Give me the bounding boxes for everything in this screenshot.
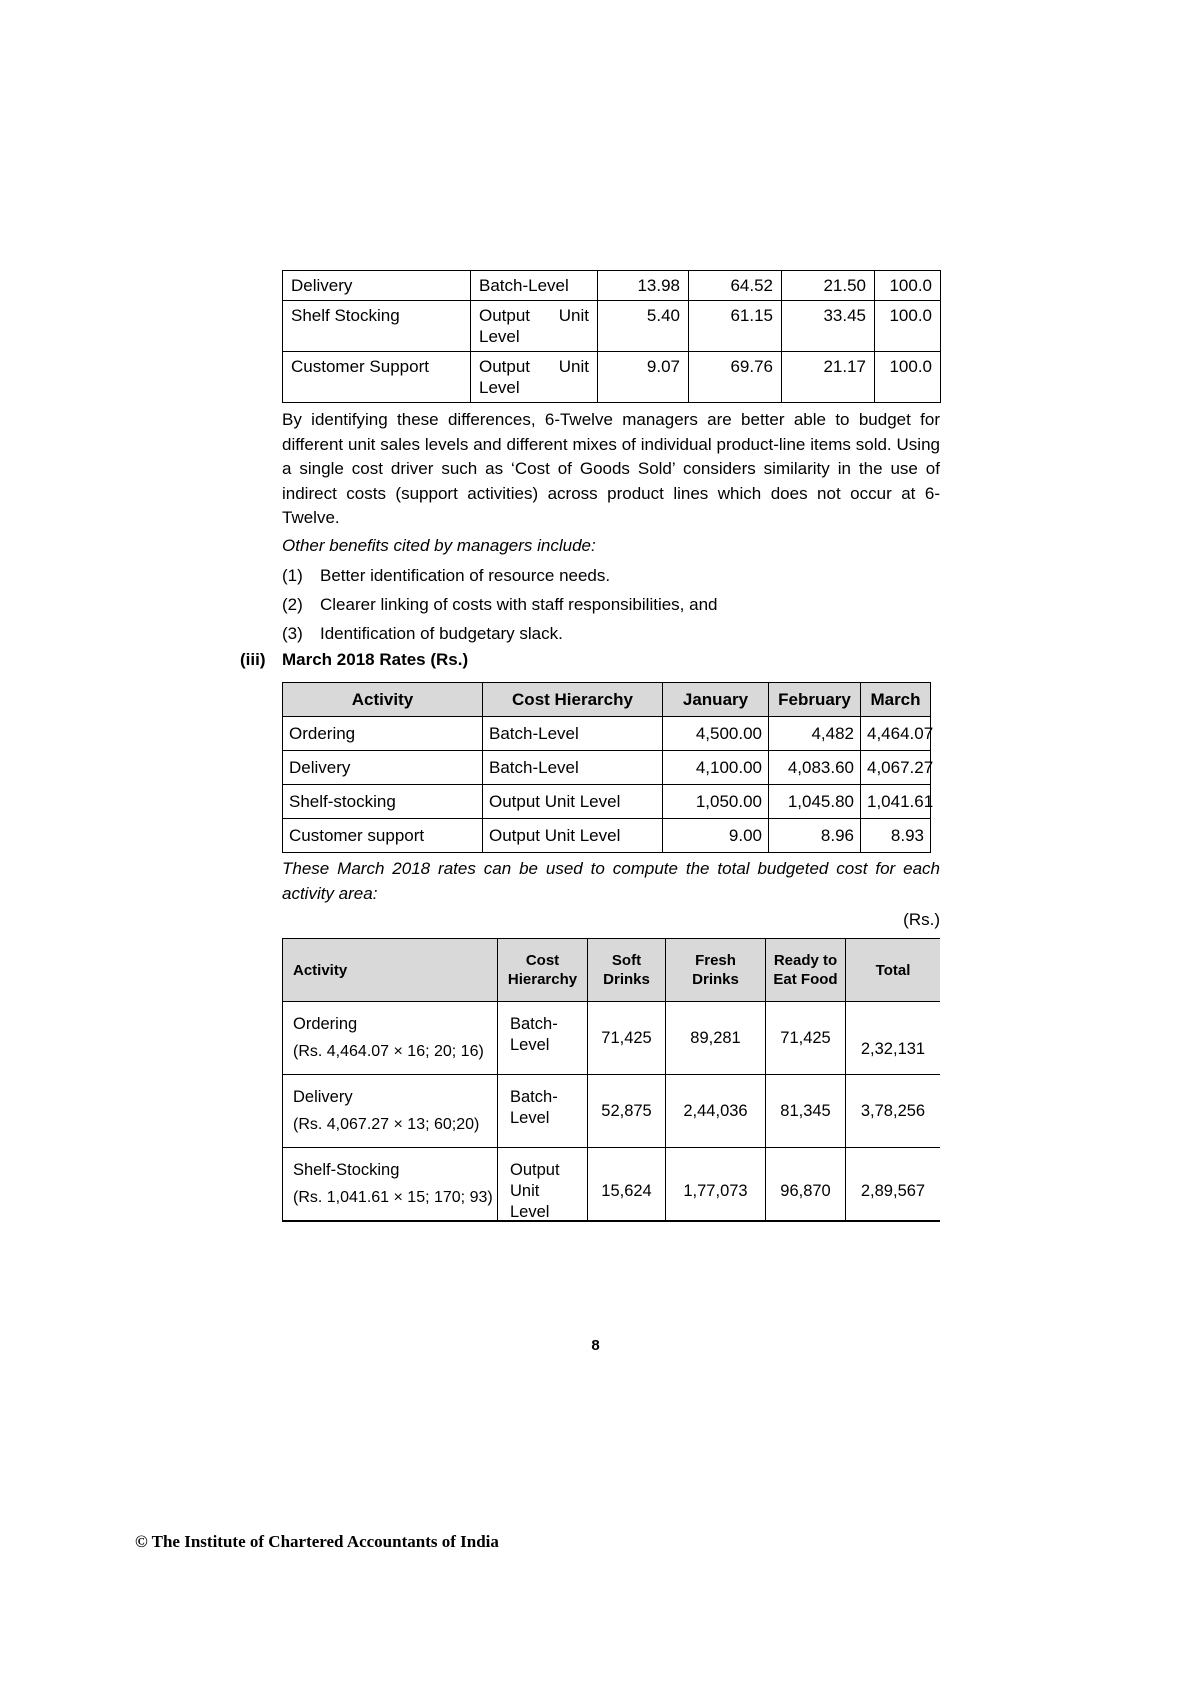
value-cell: 64.52	[689, 271, 782, 301]
table-row	[283, 819, 931, 853]
column-header: Fresh Drinks	[666, 939, 766, 1002]
value-cell: 69.76	[689, 352, 782, 403]
budgeted-costs-table-wrapper	[282, 938, 940, 1222]
value-cell: 100.0	[875, 352, 941, 403]
activity-name: Shelf-Stocking	[293, 1161, 400, 1179]
value-cell: 4,067.27	[861, 751, 931, 785]
column-header: March	[861, 683, 931, 717]
activity-cell: Shelf-stocking	[283, 785, 483, 819]
value-cell: 100.0	[875, 271, 941, 301]
list-item	[282, 561, 940, 590]
value-cell: 4,464.07	[861, 717, 931, 751]
value-cell: 1,045.80	[769, 785, 861, 819]
value-cell: 100.0	[875, 301, 941, 352]
section-heading	[240, 650, 468, 670]
benefits-lead: Other benefits cited by managers include:	[282, 536, 596, 555]
value-cell: 2,89,567	[846, 1148, 941, 1223]
column-header: Cost Hierarchy	[498, 939, 588, 1002]
column-header: January	[663, 683, 769, 717]
activity-cell: Customer Support	[283, 352, 471, 403]
hierarchy-cell: Output Unit Level	[498, 1148, 588, 1223]
list-item	[282, 619, 940, 648]
table-row	[283, 352, 941, 403]
value-cell: 13.98	[598, 271, 689, 301]
activity-cell: Ordering	[283, 717, 483, 751]
list-item	[282, 590, 940, 619]
body-paragraph: These March 2018 rates can be used to compute the total budgeted cost for each activity area:	[282, 859, 940, 903]
march-rates-table	[282, 682, 934, 853]
benefits-list	[282, 561, 940, 648]
value-cell: 33.45	[782, 301, 875, 352]
hierarchy-cell: Batch-Level	[498, 1075, 588, 1148]
list-text: Clearer linking of costs with staff responsibilities, and	[320, 595, 718, 614]
copyright-footer: © The Institute of Chartered Accountants of India	[135, 1532, 499, 1551]
hierarchy-cell: Output Unit Level	[471, 352, 598, 403]
activity-cell	[283, 1075, 498, 1148]
currency-label: (Rs.)	[903, 910, 940, 929]
value-cell: 1,041.61	[861, 785, 931, 819]
activity-cell	[283, 1002, 498, 1075]
value-cell: 61.15	[689, 301, 782, 352]
activity-cell: Customer support	[283, 819, 483, 853]
activity-formula: (Rs. 1,041.61 × 15; 170; 93)	[293, 1189, 493, 1206]
hierarchy-cell: Batch-Level	[471, 271, 598, 301]
activity-cell	[283, 1148, 498, 1223]
hierarchy-cell: Batch-Level	[483, 751, 663, 785]
value-cell: 52,875	[588, 1075, 666, 1148]
column-header: Total	[846, 939, 941, 1002]
activity-cell: Shelf Stocking	[283, 301, 471, 352]
budgeted-costs-table	[282, 938, 940, 1222]
value-cell: 81,345	[766, 1075, 846, 1148]
page-number: 8	[591, 1337, 600, 1354]
list-number: (1)	[282, 566, 303, 585]
table-row	[283, 1148, 941, 1223]
value-cell: 21.17	[782, 352, 875, 403]
hierarchy-cell: Batch-Level	[498, 1002, 588, 1075]
table-row	[283, 271, 941, 301]
body-paragraph: By identifying these differences, 6-Twelve managers are better able to budget for different unit sales levels and different mixes of individual product-line items sold. Using a single cost driver such as ‘Cost of Goods Sold’ considers similarity in the use of indirect costs (support activities) across product lines which does not occur at 6-Twelve.	[282, 410, 940, 527]
table-row	[283, 785, 931, 819]
section-label: (iii)	[240, 650, 266, 669]
column-header: Activity	[283, 683, 483, 717]
activity-formula: (Rs. 4,067.27 × 13; 60;20)	[293, 1116, 480, 1133]
value-cell: 89,281	[666, 1002, 766, 1075]
activity-cell: Delivery	[283, 751, 483, 785]
value-cell: 1,77,073	[666, 1148, 766, 1223]
section-title: March 2018 Rates (Rs.)	[282, 650, 469, 669]
activity-cell: Delivery	[283, 271, 471, 301]
value-cell: 15,624	[588, 1148, 666, 1223]
table-row	[283, 1075, 941, 1148]
table-header-row	[283, 683, 931, 717]
list-number: (2)	[282, 595, 303, 614]
table-row	[283, 1002, 941, 1075]
hierarchy-cell: Output Unit Level	[483, 785, 663, 819]
value-cell: 71,425	[588, 1002, 666, 1075]
value-cell: 21.50	[782, 271, 875, 301]
value-cell: 5.40	[598, 301, 689, 352]
value-cell: 9.07	[598, 352, 689, 403]
column-header: February	[769, 683, 861, 717]
value-cell: 9.00	[663, 819, 769, 853]
hierarchy-cell: Output Unit Level	[483, 819, 663, 853]
list-number: (3)	[282, 624, 303, 643]
table-row	[283, 717, 931, 751]
list-text: Better identification of resource needs.	[320, 566, 611, 585]
value-cell: 1,050.00	[663, 785, 769, 819]
value-cell: 2,32,131	[846, 1002, 941, 1075]
activity-name: Ordering	[293, 1015, 358, 1033]
hierarchy-cell: Output Unit Level	[471, 301, 598, 352]
value-cell: 8.93	[861, 819, 931, 853]
value-cell: 8.96	[769, 819, 861, 853]
value-cell: 96,870	[766, 1148, 846, 1223]
value-cell: 4,500.00	[663, 717, 769, 751]
activity-formula: (Rs. 4,464.07 × 16; 20; 16)	[293, 1043, 484, 1060]
column-header: Activity	[283, 939, 498, 1002]
column-header: Ready to Eat Food	[766, 939, 846, 1002]
column-header: Soft Drinks	[588, 939, 666, 1002]
value-cell: 4,100.00	[663, 751, 769, 785]
activity-name: Delivery	[293, 1088, 353, 1106]
column-header: Cost Hierarchy	[483, 683, 663, 717]
table-header-row	[283, 939, 941, 1002]
value-cell: 4,083.60	[769, 751, 861, 785]
hierarchy-cell: Batch-Level	[483, 717, 663, 751]
value-cell: 71,425	[766, 1002, 846, 1075]
value-cell: 4,482	[769, 717, 861, 751]
percentage-table	[282, 270, 941, 403]
list-text: Identification of budgetary slack.	[320, 624, 563, 643]
value-cell: 2,44,036	[666, 1075, 766, 1148]
value-cell: 3,78,256	[846, 1075, 941, 1148]
table-row	[283, 301, 941, 352]
table-row	[283, 751, 931, 785]
